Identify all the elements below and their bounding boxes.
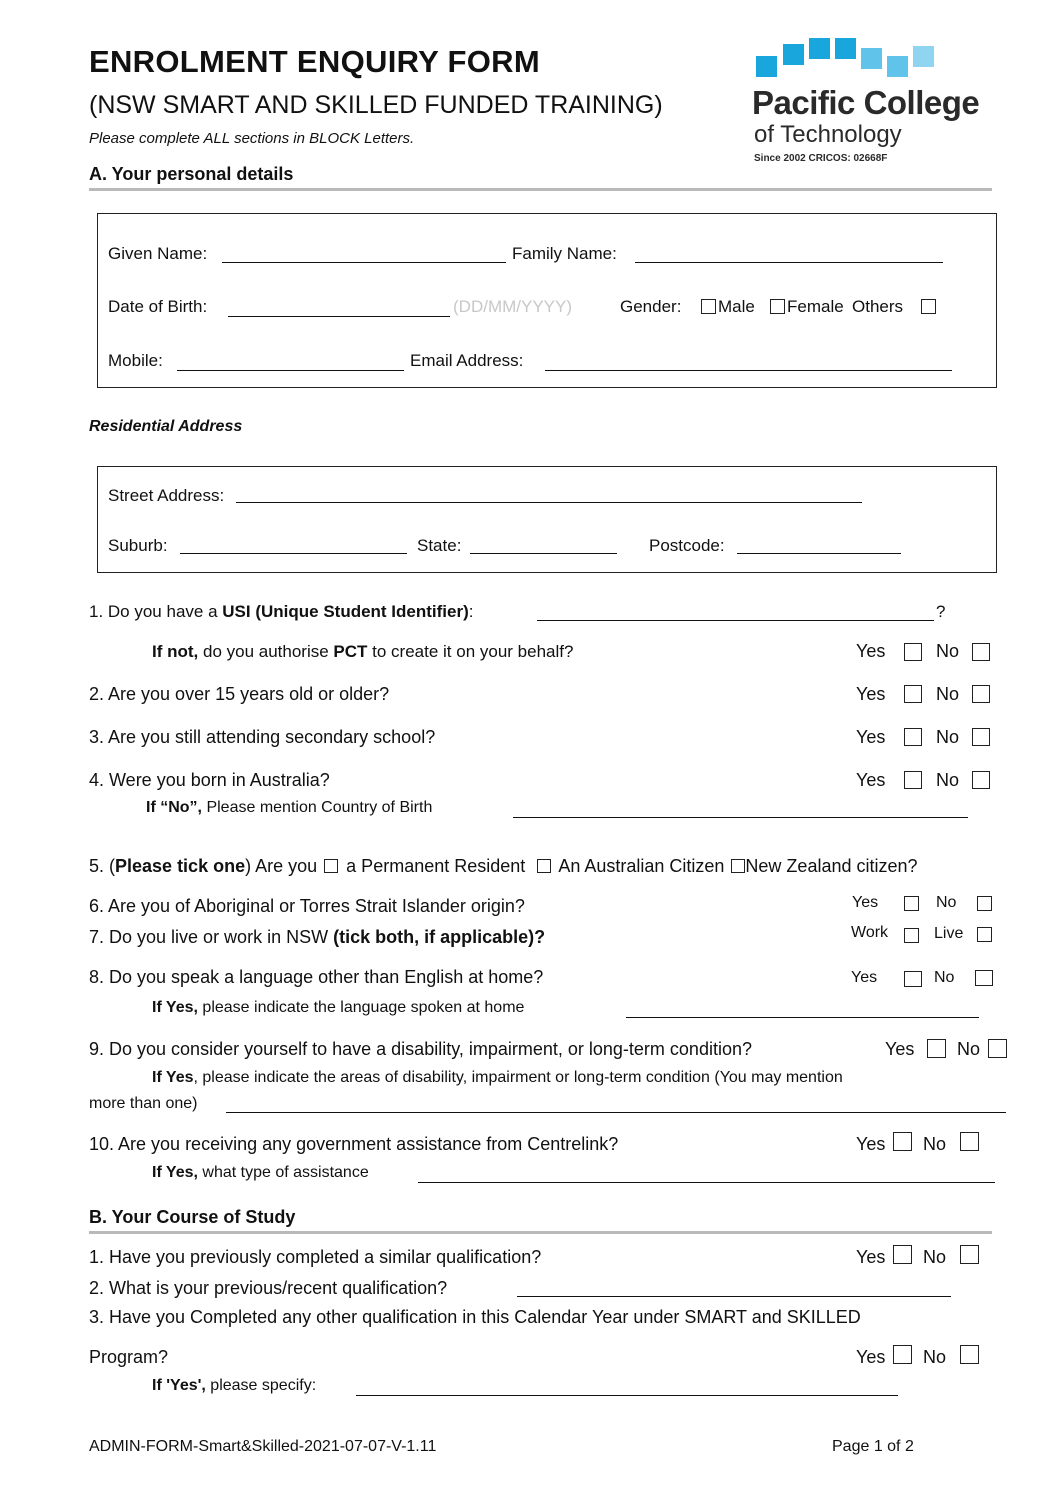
q3-no-label: No xyxy=(936,727,960,747)
q2-no-label: No xyxy=(936,684,960,704)
q4-text: 4. Were you born in Australia? xyxy=(89,770,330,790)
q7-bold: (tick both, if applicable)? xyxy=(333,927,546,947)
logo-since: Since 2002 CRICOS: 02668F xyxy=(754,153,888,164)
q4-no-label: No xyxy=(936,770,960,790)
q7-text: 7. Do you live or work in NSW xyxy=(89,927,334,947)
q9-no-label: No xyxy=(957,1039,981,1059)
q3-yes-label: Yes xyxy=(856,727,886,747)
b-q3-sub xyxy=(152,1377,316,1395)
family-name-field[interactable] xyxy=(635,262,943,263)
q1-yes-label: Yes xyxy=(856,641,886,661)
family-name-label: Family Name: xyxy=(512,244,617,263)
usi-field[interactable] xyxy=(537,620,934,621)
q8-yes-label: Yes xyxy=(851,969,878,986)
q10-no-label: No xyxy=(923,1134,947,1154)
q3-text: 3. Are you still attending secondary school? xyxy=(89,727,436,747)
q1-question-mark: ? xyxy=(936,602,946,621)
q1-colon: : xyxy=(468,602,474,621)
postcode-label: Postcode: xyxy=(649,536,725,555)
q9-no-checkbox[interactable] xyxy=(988,1039,1007,1058)
q8-text: 8. Do you speak a language other than English at home? xyxy=(89,967,544,987)
others-label: Others xyxy=(852,297,904,316)
q2-yes-label: Yes xyxy=(856,684,886,704)
b-q3-text-cont: Program? xyxy=(89,1347,169,1367)
permanent-resident-checkbox[interactable] xyxy=(324,859,338,873)
q8-no-label: No xyxy=(934,969,955,986)
q10-yes-label: Yes xyxy=(856,1134,886,1154)
q1-usi-bold: USI (Unique Student Identifier) xyxy=(222,602,469,621)
q5-bold: Please tick one xyxy=(115,856,246,876)
q8-sub xyxy=(152,999,524,1017)
q9-sub-text: , please indicate the areas of disability, impairment or long-term condition (You may mention xyxy=(193,1069,843,1086)
female-label: Female xyxy=(787,297,844,316)
q4-yes-checkbox[interactable] xyxy=(904,771,922,789)
b-q1-yes-checkbox[interactable] xyxy=(893,1245,912,1264)
street-label: Street Address: xyxy=(108,486,225,505)
state-label: State: xyxy=(417,536,462,555)
q9-text: 9. Do you consider yourself to have a disability, impairment, or long-term condition? xyxy=(89,1039,752,1059)
b-q3-no-label: No xyxy=(923,1347,947,1367)
q10-sub-text: what type of assistance xyxy=(197,1164,369,1181)
q10-text: 10. Are you receiving any government assistance from Centrelink? xyxy=(89,1134,619,1154)
q1-sub xyxy=(152,642,573,662)
mobile-label: Mobile: xyxy=(108,351,163,370)
email-label: Email Address: xyxy=(410,351,524,370)
b-q1-no-label: No xyxy=(923,1247,947,1267)
postcode-field[interactable] xyxy=(737,553,901,554)
q10-sub-bold: If Yes, xyxy=(152,1164,198,1181)
q1-sub-end: to create it on your behalf? xyxy=(367,642,574,661)
mobile-field[interactable] xyxy=(177,370,404,371)
residential-address-heading: Residential Address xyxy=(89,418,243,435)
b-q1-text: 1. Have you previously completed a similar qualification? xyxy=(89,1247,542,1267)
work-label: Work xyxy=(851,924,889,941)
suburb-field[interactable] xyxy=(180,553,407,554)
q6-yes-checkbox[interactable] xyxy=(904,896,919,911)
q1-text: 1. Do you have a xyxy=(89,602,223,621)
q2-no-checkbox[interactable] xyxy=(972,685,990,703)
logo-square xyxy=(887,56,908,77)
logo-tagline: of Technology xyxy=(754,121,902,148)
q1-no-checkbox[interactable] xyxy=(972,643,990,661)
q2-yes-checkbox[interactable] xyxy=(904,685,922,703)
work-checkbox[interactable] xyxy=(904,928,919,943)
live-label: Live xyxy=(934,925,964,942)
nz-citizen-label: New Zealand citizen? xyxy=(745,856,918,876)
b-q1-yes-label: Yes xyxy=(856,1247,886,1267)
q4-sub xyxy=(146,799,432,817)
q9-sub-bold: If Yes xyxy=(152,1069,194,1086)
form-title: ENROLMENT ENQUIRY FORM xyxy=(89,44,540,79)
dob-label: Date of Birth: xyxy=(108,297,208,316)
b-q3-sub-bold: If 'Yes', xyxy=(152,1377,206,1394)
q1-yes-checkbox[interactable] xyxy=(904,643,922,661)
assistance-type-field[interactable] xyxy=(418,1182,995,1183)
australian-citizen-label: An Australian Citizen xyxy=(558,856,725,876)
b-q3-no-checkbox[interactable] xyxy=(960,1345,979,1364)
female-checkbox[interactable] xyxy=(770,299,785,314)
previous-qualification-field[interactable] xyxy=(517,1296,951,1297)
others-checkbox[interactable] xyxy=(921,299,936,314)
q6-yes-label: Yes xyxy=(852,894,879,911)
gender-label: Gender: xyxy=(620,297,682,316)
q5-pre: 5. ( xyxy=(89,856,116,876)
q3-no-checkbox[interactable] xyxy=(972,728,990,746)
nz-citizen-checkbox[interactable] xyxy=(731,859,745,873)
suburb-label: Suburb: xyxy=(108,536,168,555)
footer-doc-id: ADMIN-FORM-Smart&Skilled-2021-07-07-V-1.11 xyxy=(89,1438,437,1455)
b-q3-yes-checkbox[interactable] xyxy=(893,1345,912,1364)
given-name-field[interactable] xyxy=(222,262,506,263)
q4-sub-bold: If “No”, xyxy=(146,799,202,816)
address-box xyxy=(97,466,997,573)
q9-sub2: more than one) xyxy=(89,1095,198,1112)
section-b-rule xyxy=(89,1231,992,1234)
b-q1-no-checkbox[interactable] xyxy=(960,1245,979,1264)
home-language-field[interactable] xyxy=(626,1017,979,1018)
q3-yes-checkbox[interactable] xyxy=(904,728,922,746)
q5-post: ) Are you xyxy=(245,856,318,876)
q10-yes-checkbox[interactable] xyxy=(893,1132,912,1151)
section-a-heading: A. Your personal details xyxy=(89,164,294,184)
q1-sub-text: do you authorise xyxy=(198,642,334,661)
q6-no-checkbox[interactable] xyxy=(977,896,992,911)
q8-no-checkbox[interactable] xyxy=(975,970,993,986)
b-q3-text: 3. Have you Completed any other qualification in this Calendar Year under SMART and SKILLED xyxy=(89,1307,861,1327)
section-a-rule xyxy=(89,188,992,191)
q4-no-checkbox[interactable] xyxy=(972,771,990,789)
q1-no-label: No xyxy=(936,641,960,661)
male-checkbox[interactable] xyxy=(701,299,716,314)
disability-field[interactable] xyxy=(226,1112,1006,1113)
smart-skilled-qualification-field[interactable] xyxy=(356,1395,898,1396)
male-label: Male xyxy=(718,297,755,316)
logo-square xyxy=(913,46,934,67)
dob-field[interactable] xyxy=(228,316,450,317)
q9-yes-checkbox[interactable] xyxy=(927,1039,946,1058)
live-checkbox[interactable] xyxy=(977,927,992,942)
q7-nsw xyxy=(89,927,545,948)
q9-sub xyxy=(152,1069,843,1087)
q1-sub-bold: If not, xyxy=(152,642,199,661)
q2-text: 2. Are you over 15 years old or older? xyxy=(89,684,390,704)
logo-name: Pacific College xyxy=(752,84,980,121)
logo-square xyxy=(783,44,804,65)
footer-page-number: Page 1 of 2 xyxy=(832,1438,914,1455)
section-b-heading: B. Your Course of Study xyxy=(89,1207,296,1227)
q4-yes-label: Yes xyxy=(856,770,886,790)
logo-square xyxy=(835,38,856,59)
q1-sub-pct: PCT xyxy=(333,642,368,661)
dob-hint: (DD/MM/YYYY) xyxy=(453,297,572,316)
q6-no-label: No xyxy=(936,894,957,911)
q5-residency xyxy=(89,856,918,877)
country-of-birth-field[interactable] xyxy=(513,817,968,818)
australian-citizen-checkbox[interactable] xyxy=(537,859,551,873)
q6-text: 6. Are you of Aboriginal or Torres Strait Islander origin? xyxy=(89,896,525,916)
logo-square xyxy=(756,56,777,77)
q9-yes-label: Yes xyxy=(885,1039,915,1059)
b-q3-sub-text: please specify: xyxy=(205,1377,317,1394)
state-field[interactable] xyxy=(470,553,617,554)
form-instruction: Please complete ALL sections in BLOCK Letters. xyxy=(89,130,415,147)
email-field[interactable] xyxy=(545,370,952,371)
street-field[interactable] xyxy=(236,502,862,503)
q8-sub-bold: If Yes, xyxy=(152,999,198,1016)
logo-square xyxy=(809,38,830,59)
q1-usi xyxy=(89,602,474,622)
permanent-resident-label: a Permanent Resident xyxy=(346,856,526,876)
q8-yes-checkbox[interactable] xyxy=(904,971,922,987)
b-q3-yes-label: Yes xyxy=(856,1347,886,1367)
q8-sub-text: please indicate the language spoken at home xyxy=(197,999,525,1016)
q10-sub xyxy=(152,1164,369,1182)
form-subtitle: (NSW SMART AND SKILLED FUNDED TRAINING) xyxy=(89,91,663,119)
logo-square xyxy=(861,48,882,69)
given-name-label: Given Name: xyxy=(108,244,208,263)
b-q2-text: 2. What is your previous/recent qualification? xyxy=(89,1278,448,1298)
q10-no-checkbox[interactable] xyxy=(960,1132,979,1151)
q4-sub-text: Please mention Country of Birth xyxy=(202,799,433,816)
